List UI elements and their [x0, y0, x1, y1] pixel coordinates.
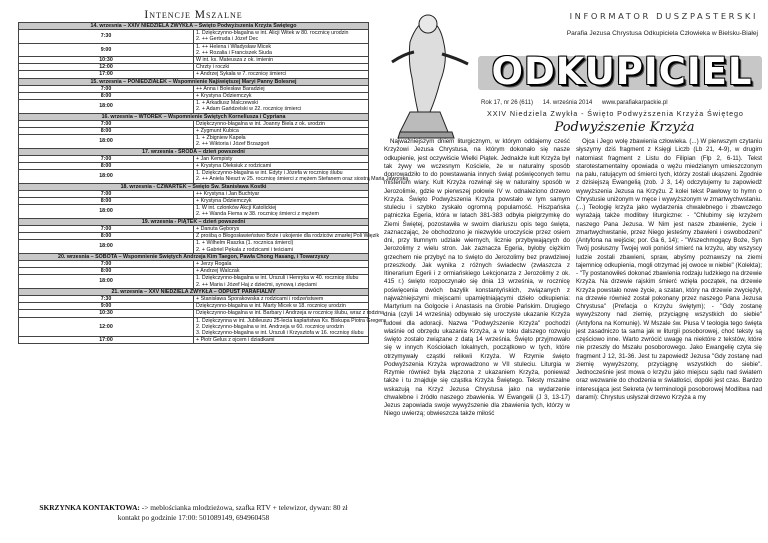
- mass-time: 7:00: [19, 260, 194, 267]
- day-header: 18. wrzesnia - CZWARTEK – Święto Św. Stanisława Kostki: [19, 183, 369, 190]
- intention-items: [194, 170, 409, 183]
- intention-items: [194, 233, 380, 240]
- day-header-row: [19, 78, 369, 85]
- intention-text: ++ Anna i Bolesław Baradziej: [196, 85, 265, 92]
- intention-row: [19, 233, 369, 240]
- day-header-row: [19, 148, 369, 155]
- intentions-section: [18, 8, 409, 344]
- day-header-row: [19, 23, 369, 30]
- mass-time: 18:00: [19, 170, 194, 183]
- article-text-2: Ojca i Jego wolę zbawienia człowieka. (...) W pierwszym czytaniu słyszymy dziś fragment z Księgi Liczb (Lb 21, 4-9), w drugim natomiast fragment z Listu do Filipian (Flp 2, 6-11). Tekst starotestamentalny opowiada o wężu miedzianym umieszczonym na palu, ratującym od śmierci tych, którzy zostali ukąszeni. Zgodnie z dzisiejszą Ewangelią (zob. J 3, 14) odczytujemy tu zapowiedź wywyższenia Jezusa na Krzyżu. Z kolei tekst Pawłowy to hymn o Chrystusie uniżonym w męce i wywyższonym w zmartwychwstaniu. (...) Teologię krzyża jako wydarzenia chwalebnego i zbawczego wyrażają także modlitwy liturgiczne: - "Chlubimy się krzyżem naszego Pana Jezusa. W Nim jest nasze zbawienie, życie i zmartwychwstanie, przez Niego jesteśmy zbawieni i oswobodzeni" (Antyfona na wejście; por. Ga 6, 14); - "Wszechmogący Boże, Syn Twój posłuszny Twojej woli poniósł śmierć na krzyżu, aby wszyscy ludzie zostali zbawieni, spraw, abyśmy poznawszy na ziemi tajemnicę odkupienia, mogli otrzymać jej owoce w niebie" (Kolekta); - "Ty postanowiłeś dokonać zbawienia rodzaju ludzkiego na drzewie Krzyża. Na drzewie rajskim śmierć wzięła początek, na drzewie Krzyża powstało nowe życie, a szatan, który na drzewie zwyciężył, na drzewie również został pokonany przez naszego Pana Jezusa Chrystusa" (Prefacja o Krzyżu świętym); - "Gdy zostanę wywyższony nad ziemię, przyciągnę wszystkich do siebie" (Antyfona na Komunię). W Mszale św. Piusa V teologia tego święta jest zasadniczo ta sama jak w liturgii posoborowej, choć teksty są częściowo inne. Warto zwrócić uwagę na niektóre z tekstów, które nie przeszły do Mszału posoborowego. Jako Ewangelię czyta się fragment J 12, 31-36. Jest tu zapowiedź Jezusa "Gdy zostanę nad ziemię wywyższony, przyciągnę wszystkich do siebie". Jednocześnie jest mowa o krzyżu jako miejscu sądu nad światem oraz wezwanie do chodzenia w światłości, dopóki jest czas. Bardzo interesująca jest Sekreta (w terminologii posoborowej Modlitwa nad darami): Chrystus usłyszał drzewo Krzyża a my: [576, 138, 762, 401]
- intention-items: [194, 155, 369, 162]
- intention-row: [19, 155, 369, 162]
- intention-items: [194, 135, 369, 148]
- mass-time: 7:00: [19, 85, 194, 92]
- intention-text: 2. + Gabriel Pękala z rodzicami i teściami: [196, 246, 293, 253]
- intention-row: [19, 64, 369, 71]
- intention-row: [19, 71, 369, 78]
- intention-text: + Stanisława Sporakowska z rodzicami i rodzeństwem: [196, 295, 324, 302]
- intention-items: [194, 93, 369, 100]
- intention-items: [194, 163, 369, 170]
- mass-time: 8:00: [19, 128, 194, 135]
- intention-row: [19, 260, 369, 267]
- mass-time: 8:00: [19, 233, 194, 240]
- mass-time: 8:00: [19, 93, 194, 100]
- intention-row: [19, 275, 369, 288]
- intention-text: 1. Dziękczynno-błagalna w int. Edyty i Józefa w rocznicę ślubu: [196, 170, 343, 177]
- mass-time: 8:00: [19, 268, 194, 275]
- mass-time: 12:00: [19, 64, 194, 71]
- contact-line2: kontakt po godzinie 17:00: 501089149, 694960458: [117, 513, 270, 522]
- contact-box: [18, 503, 369, 523]
- intention-row: [19, 128, 369, 135]
- mass-time: 7:00: [19, 225, 194, 232]
- intention-text: 1. Dziękczynno-błagalna w int. Urszuli i Henryka w 40. rocznicę ślubu: [196, 275, 359, 282]
- parish-name: Parafia Jezusa Chrystusa Odkupiciela Człowieka w Bielsku-Białej: [566, 30, 758, 37]
- day-header-row: [19, 183, 369, 190]
- contact-label: SKRZYNKA KONTAKTOWA:: [39, 503, 140, 512]
- intention-items: [194, 337, 369, 344]
- intention-row: [19, 190, 369, 197]
- mass-time: 9:00: [19, 43, 194, 56]
- mass-time: 17:00: [19, 337, 194, 344]
- article-column-2: [576, 138, 762, 543]
- intention-row: [19, 30, 369, 43]
- day-header: 20. wrzesnia – SOBOTA – Wspomnienie Świętych Andrzeja Kim Taegon, Pawła Chong Hasang, i Towarzyszy: [19, 253, 369, 260]
- intention-text: Dziękczynno-błagalna w int. Marty Micek w 18. rocznicę urodzin: [196, 303, 346, 310]
- intention-items: [194, 128, 369, 135]
- intention-row: [19, 93, 369, 100]
- mass-time: 18:00: [19, 240, 194, 253]
- day-header: 16. wrzesnia – WTOREK – Wspomnienie Świętych Korneliusza i Cypriana: [19, 113, 369, 120]
- day-header-row: [19, 288, 369, 295]
- intention-items: [194, 303, 369, 310]
- mass-time: 17:00: [19, 71, 194, 78]
- contact-line1: -> meblościanka młodzieżowa, szafka RTV + telewizor, dywan: 80 zł: [139, 503, 348, 512]
- intention-text: 2. ++ Rozalia i Franciszek Siuda: [196, 49, 272, 56]
- intention-text: 1. + Zbigniew Kapeła: [196, 135, 246, 142]
- intention-row: [19, 337, 369, 344]
- mass-time: 7:30: [19, 30, 194, 43]
- intention-items: [194, 85, 369, 92]
- intention-items: [194, 240, 369, 253]
- intention-text: + Krystyna Odziemczyk: [196, 93, 252, 100]
- article-column-1: [384, 138, 570, 543]
- intention-row: [19, 317, 369, 337]
- mass-time: 8:00: [19, 163, 194, 170]
- intention-items: [194, 310, 385, 317]
- intention-text: 2. Dziękczynno-błagalna w int. Andrzeja w 60. rocznicę urodzin: [196, 323, 344, 330]
- intention-text: Dziękczynno-błagalna w int. Barbary i Andrzeja w rocznicę ślubu, wraz z rodziną: [196, 310, 385, 317]
- intention-row: [19, 43, 369, 56]
- intention-row: [19, 205, 369, 218]
- sunday-title: XXIV Niedziela Zwykła - Święto Podwyższenia Krzyża Świętego: [487, 109, 744, 118]
- intention-text: 1. ++ Helena i Władysław Micek: [196, 43, 272, 50]
- intention-text: 1. + Arkadiusz Malczewski: [196, 100, 258, 107]
- intention-row: [19, 225, 369, 232]
- intention-text: + Krystyna Odziemczyk: [196, 198, 252, 205]
- intentions-title: Intencje Mszalne: [144, 9, 243, 21]
- intention-text: ++ Krystyna i Jan Buchtyar: [196, 190, 260, 197]
- intention-items: [194, 43, 369, 56]
- mass-time: 7:30: [19, 295, 194, 302]
- day-header-row: [19, 113, 369, 120]
- intention-row: [19, 85, 369, 92]
- intention-text: 1. Dziękczynna w int. Jubileuszu 25-lecia kapłaństwa Ks. Biskupa Piotra Gregera: [196, 317, 386, 324]
- article-text-1: Najważniejszym dniem liturgicznym, w którym oddajemy cześć Krzyżowi Jezusa Chrystusa, na którym dokonało się nasze odkupienie, jest oczywiście Wielki Piątek. Jednakże kult Krzyża był tak żywy we wczesnym Kościele, że w naturalny sposób doprowadziło to do powstawania innych świąt poświęconych temu misterium wiary. Kult Krzyża rozwinął się w naturalny sposób w Jerozolimie, gdzie w pierwszej połowie IV w. odnaleziono drzewo Krzyża. Święto Podwyższenia Krzyża powstało w tym samym stuleciu i szybko zyskało ogromną popularność. Hiszpańska pątniczka Egeria, która w latach 381-383 odbyła pielgrzymkę do Ziemi Świętej, pozostawiła w swoim diariuszu opis tego święta, zaznaczając, że obchodzono je niezwykle uroczyście przez osiem dni, przy tłumnym udziale wiernych, licznie przybywających do Jerozolimy z wielu stron. Jak zaznacza Egeria, byłoby ciężkim grzechem nie przybyć na to święto do Jerozolimy bez prawdziwej przeszkody. Jak wynika z różnych świadectw (zwłaszcza z Itinerarium Egerii i z ormiańskiego Lekcjonarza z Jerozolimy z ok. 415 r.) święto rozpoczynało się dnia 13 września, w rocznicę poświęcenia dwóch bazylik konstantyńskich, związanych z najważniejszymi miejscami upamiętniającymi dzieło odkupienia: Martyrium na Golgocie i Anastasis na Grobie Pańskim. Drugiego dnia (czyli 14 września) odbywało się uroczyste ukazanie Krzyża ludowi dla adoracji. Nazwa "Podwyższenie Krzyża" pochodzi właśnie od obrzędu ukazania Krzyża, a w toku dalszego rozwoju święto zostało związane z datą 14 września. Święto przyjmowało się w innych Kościołach lokalnych, początkowo w tych, które otrzymywały cząstki relikwii Krzyża. W Rzymie święto Podwyższenia Krzyża wprowadzono w VII stuleciu. Liturgia w Rzymie również była złączona z ukazaniem Krzyża, ponieważ także i tu znajduje się cząstka Krzyża Świętego. Teksty mszalne wskazują na Krzyż Jezusa Chrystusa jako na wydarzenie chwalebne i źródło naszego zbawienia. W Ewangelii (J 3, 13-17) Jezus zapowiada swoje wywyższenie dla zbawienia tych, którzy w Niego uwierzą; obwieszcza także miłość: [384, 138, 570, 418]
- christ-statue-image: [370, 2, 482, 138]
- mass-time: 12:00: [19, 317, 194, 337]
- masthead: [478, 50, 762, 94]
- day-header-row: [19, 253, 369, 260]
- intention-items: [194, 275, 369, 288]
- intention-items: [194, 317, 386, 337]
- intention-items: [194, 71, 369, 78]
- intention-text: Z prośbą o Błogosławieństwo Boże i ukojenie dla rodziców zmarłej Poli Więzik: [196, 233, 380, 240]
- intention-items: [194, 225, 369, 232]
- mass-time: 9:00: [19, 303, 194, 310]
- mass-time: 18:00: [19, 205, 194, 218]
- intention-row: [19, 135, 369, 148]
- intention-items: [194, 120, 369, 127]
- issue-info: [481, 99, 761, 106]
- intention-row: [19, 170, 369, 183]
- intention-text: 1. W int. członków Akcji Katolickiej: [196, 205, 277, 212]
- day-header: 21. wrzesnia – XXV NIEDZIELA ZWYKŁA – ODPUST PARAFIALNY: [19, 288, 369, 295]
- intention-text: + Andrzej Sykała w 7. rocznicę śmierci: [196, 71, 287, 78]
- issue-date: 14. września 2014: [542, 99, 593, 106]
- intention-text: + Zygmunt Kubica: [196, 128, 239, 135]
- mass-time: 10:30: [19, 310, 194, 317]
- intention-text: Chrzty i roczki: [196, 64, 230, 71]
- intention-row: [19, 268, 369, 275]
- intention-items: [194, 260, 369, 267]
- masthead-logo: ODKUPICIEL: [491, 50, 753, 93]
- intention-items: [194, 100, 369, 113]
- day-header-row: [19, 218, 369, 225]
- intention-text: 2. + Adam Gańdzelski w 22. rocznicę śmierci: [196, 106, 302, 113]
- intention-row: [19, 295, 369, 302]
- intention-text: 1. Dziękczynno-błagalna w int. Alicji Witek w 80. rocznicę urodzin: [196, 30, 349, 37]
- intention-items: [194, 30, 369, 43]
- intention-row: [19, 163, 369, 170]
- intention-text: Dziękczynno-błagalna w int. Joanny Biela z ok. urodzin: [196, 120, 325, 127]
- intention-row: [19, 57, 369, 64]
- intention-text: + Danuta Gęborys: [196, 225, 240, 232]
- intention-text: + Jan Kempisty: [196, 155, 233, 162]
- intention-text: 1. + Wilhelm Raszka (1. rocznica śmierci): [196, 240, 294, 247]
- mass-time: 10:30: [19, 57, 194, 64]
- day-header: 17. wrzesnia - ŚRODA – dzień powszedni: [19, 148, 369, 155]
- day-header: 14. wrzesnia – XXIV NIEDZIELA ZWYKŁA – Święto Podwyższenia Krzyża Świętego: [19, 23, 369, 30]
- intention-row: [19, 303, 369, 310]
- day-header: 19. wrzesnia - PIĄTEK – dzień powszedni: [19, 218, 369, 225]
- mass-time: 8:00: [19, 198, 194, 205]
- intention-items: [194, 205, 369, 218]
- intention-items: [194, 295, 369, 302]
- informator-label: INFORMATOR DUSZPASTERSKI: [569, 11, 758, 21]
- intention-text: 2. ++ Gertruda i Józef Dec: [196, 36, 259, 43]
- intention-text: W int. ks. Mateusza z ok. imienin: [196, 57, 274, 64]
- intention-text: + Krystyna Oleksiuk z rodzicami: [196, 163, 272, 170]
- mass-time: 18:00: [19, 100, 194, 113]
- intention-row: [19, 100, 369, 113]
- issue-year: Rok 17, nr 26 (611): [481, 99, 534, 106]
- intention-text: 3. Dziękczynno-błagalna w int. Urszuli i Krzysztofa w 16. rocznicę ślubu: [196, 329, 364, 336]
- intention-text: 2. ++ Aniela Nieszt w 25. rocznicę śmierci z mężem Stefanem oraz siostrą Marią Jaworską: [196, 176, 409, 183]
- mass-time: 18:00: [19, 275, 194, 288]
- intention-text: + Piotr Gelus z ojcem i dziadkami: [196, 337, 275, 344]
- intention-row: [19, 120, 369, 127]
- intention-text: 2. ++ Wanda Fiema w 38. rocznicę śmierci z mężem: [196, 211, 319, 218]
- intentions-table: [18, 22, 409, 344]
- intention-text: 2. ++ Maria i Józef Haj z dziećmi, synową i zięciami: [196, 281, 317, 288]
- intention-items: [194, 64, 369, 71]
- intention-row: [19, 310, 369, 317]
- intention-text: + Andrzej Walczak: [196, 268, 240, 275]
- issue-web: www.parafiakarpackie.pl: [601, 99, 668, 106]
- intention-text: + Jerzy Rogala: [196, 260, 232, 267]
- intention-items: [194, 198, 369, 205]
- intention-row: [19, 240, 369, 253]
- article-title: Podwyższenie Krzyża: [554, 120, 695, 135]
- mass-time: 7:00: [19, 155, 194, 162]
- intention-items: [194, 190, 369, 197]
- intention-row: [19, 198, 369, 205]
- intention-items: [194, 268, 369, 275]
- intention-items: [194, 57, 369, 64]
- intention-text: 2. ++ Wiktoria i Józef Brzazgoń: [196, 141, 270, 148]
- day-header: 15. wrzesnia – PONIEDZIAŁEK – Wspomnienie Najświętszej Maryi Panny Bolesnej: [19, 78, 369, 85]
- mass-time: 18:00: [19, 135, 194, 148]
- mass-time: 7:00: [19, 190, 194, 197]
- mass-time: 7:00: [19, 120, 194, 127]
